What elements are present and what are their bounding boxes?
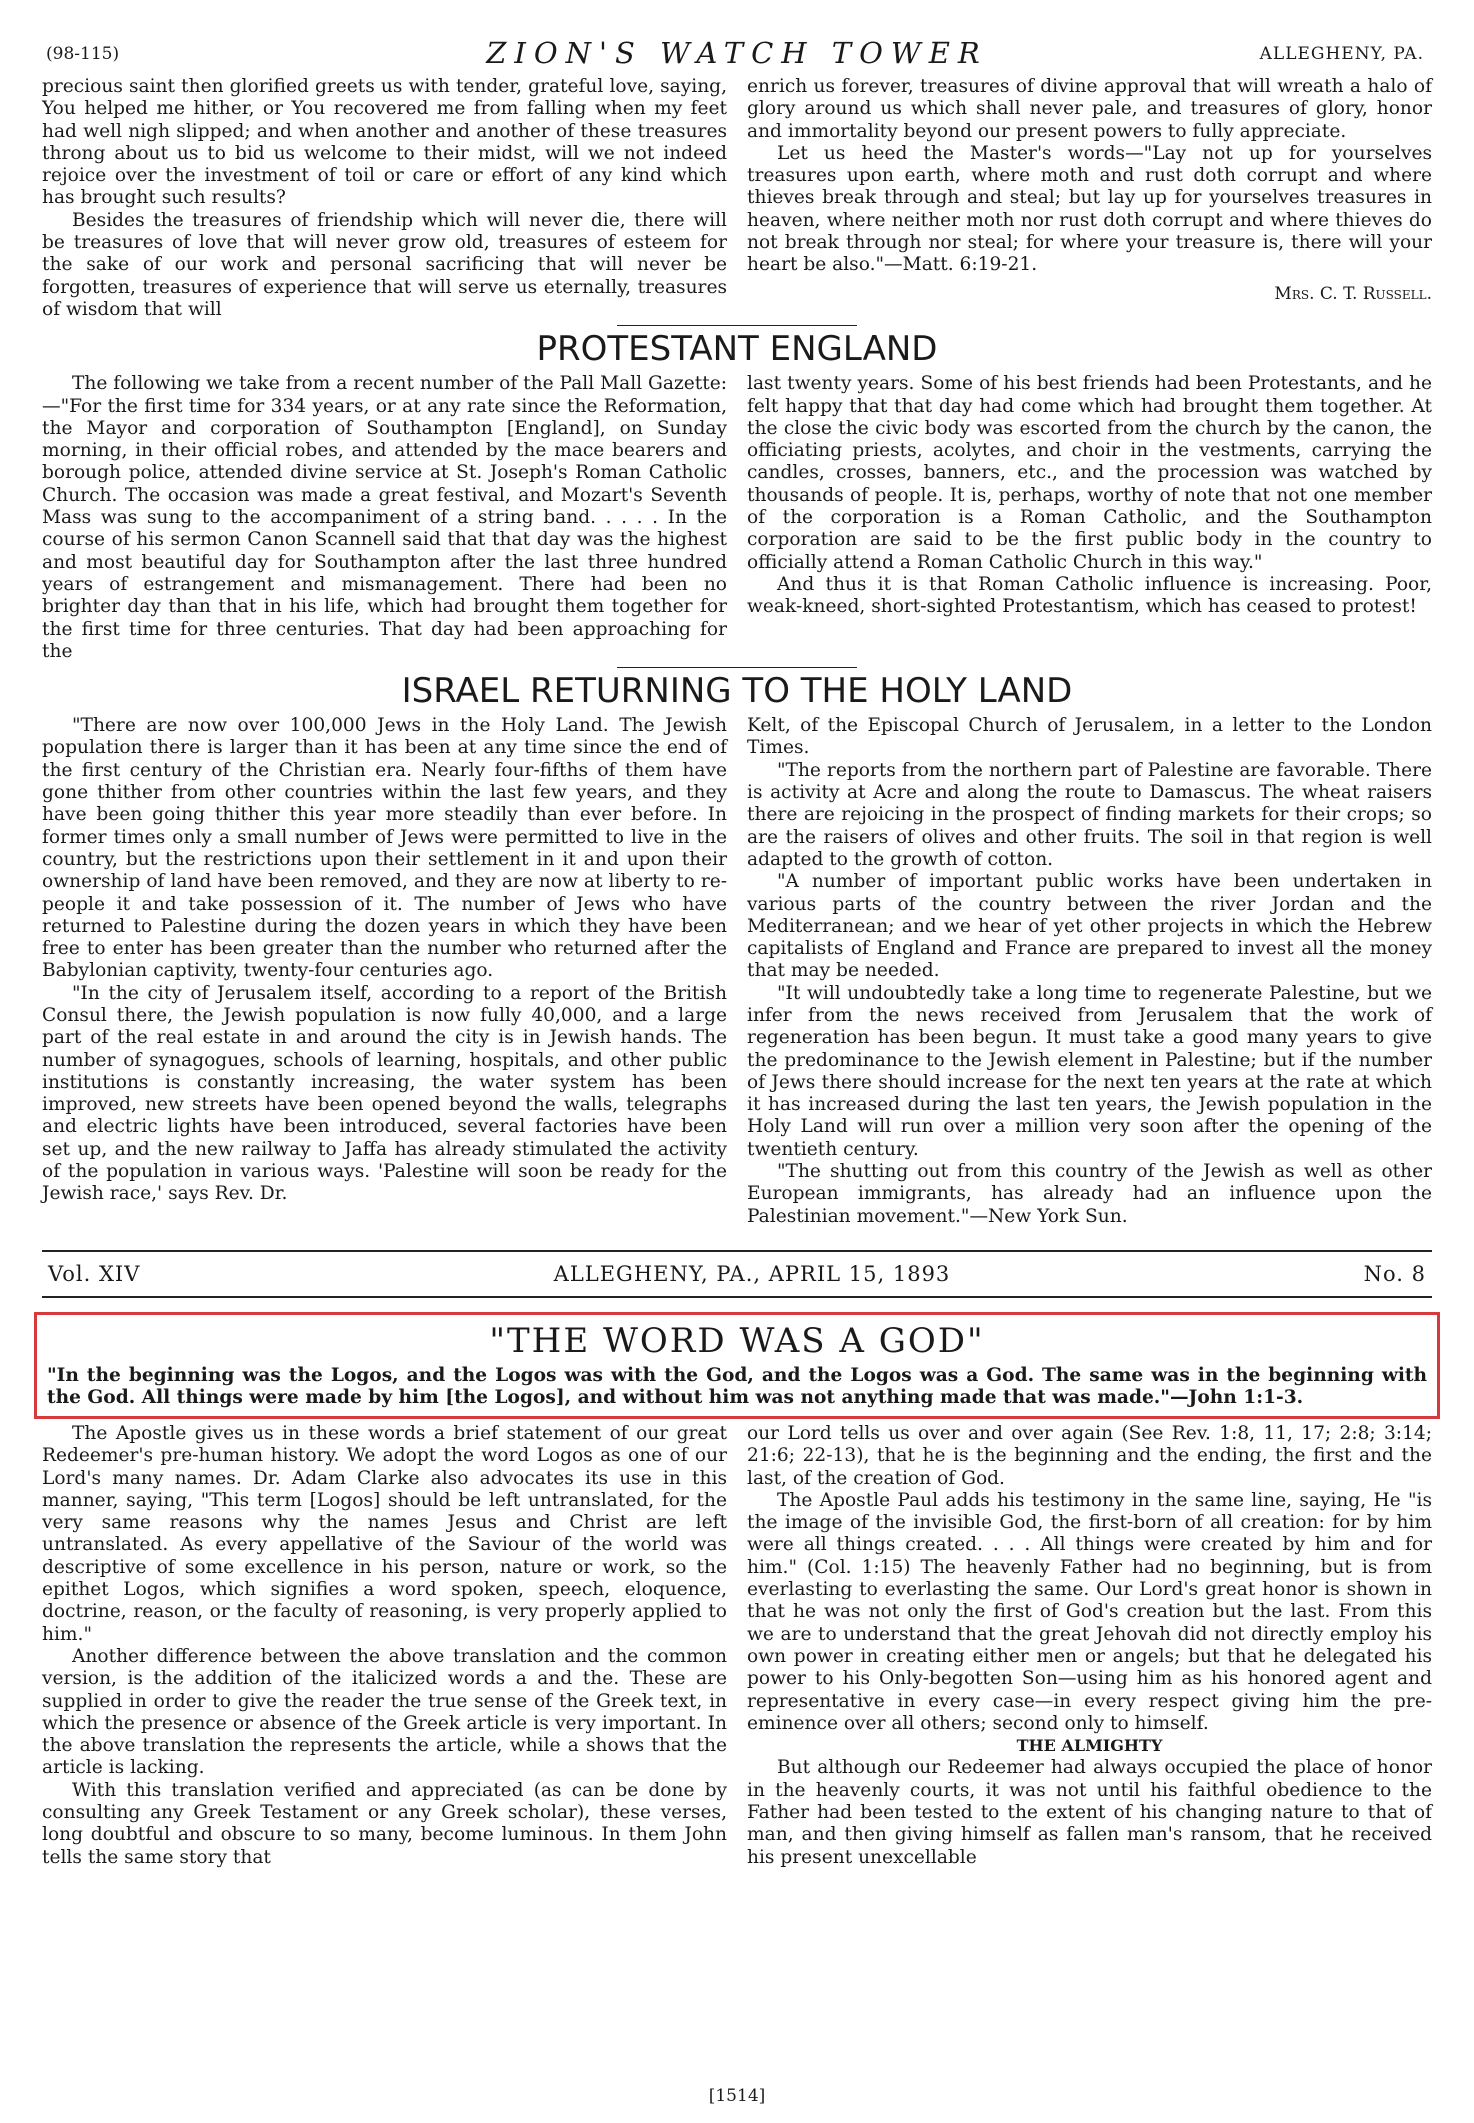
newspaper-page [42,36,1432,2106]
author-signature: Mrs. C. T. Russell. [1274,283,1432,304]
word-was-a-god-section [42,1423,1432,1869]
paragraph: enrich us forever, treasures of divine approval that will wreath a halo of glory around us which shall never pale, and treasures of glory, honor and immortality beyond our present powers to fully appreciate. [747,76,1432,142]
right-column [747,373,1432,663]
paragraph: Another difference between the above translation and the common version, is the addition of the italicized words a and the. These are supplied in order to give the reader the true sense of the Greek text, in which the presence or absence of the Greek article is very important. In the above translation the represents the article, while a shows that the article is lacking. [42,1645,727,1779]
article-heading: ISRAEL RETURNING TO THE HOLY LAND [42,671,1432,711]
issue-number: No. 8 [1363,1261,1426,1286]
section-subheading: THE ALMIGHTY [1016,1736,1163,1756]
article-heading: PROTESTANT ENGLAND [42,329,1432,369]
continuation-section [42,76,1432,321]
paragraph: "The shutting out from this country of the Jewish as well as other European immigrants, has already had an influence upon the Palestinian movement."—New York Sun. [747,1161,1432,1227]
highlighted-article-header [34,1312,1440,1419]
paragraph: And thus it is that Roman Catholic influence is increasing. Poor, weak-kneed, short-sighted Protestantism, which has ceased to protest! [747,573,1432,618]
paragraph: But although our Redeemer had always occupied the place of honor in the heavenly courts, it was not until his faithful obedience to the Father had been tested to the extent of his changing nature to that of man, and then giving himself as fallen man's ransom, that he received his present unexcellable [747,1757,1432,1868]
paragraph: The Apostle Paul adds his testimony in the same line, saying, He "is the image of the invisible God, the first-born of all creation: for by him were all things created. . . . All things were created by him and for him." (Col. 1:15) The heavenly Father had no beginning, but is from everlasting to everlasting the same. Our Lord's great honor is shown in that he was not only the first of God's creation but the last. From this we are to understand that the great Jehovah did not directly employ his own power in creating either men or angels; but that he delegated his power to his Only-begotten Son—using him as his honored agent and representative in every case—in every respect giving him the pre-eminence over all others; second only to himself. [747,1489,1432,1734]
paragraph: The Apostle gives us in these words a brief statement of our great Redeemer's pre-human history. We adopt the word Logos as one of our Lord's many names. Dr. Adam Clarke also advocates its use in this manner, saying, "This term [Logos] should be left untranslated, for the very same reasons why the names Jesus and Christ are left untranslated. As every appellative of the Saviour of the world was descriptive of some excellence in his person, nature or work, so the epithet Logos, which signifies a word spoken, speech, eloquence, doctrine, reason, or the faculty of reasoning, is very properly applied to him." [42,1422,727,1645]
issue-masthead [42,1250,1432,1298]
paragraph: The following we take from a recent number of the Pall Mall Gazette:—"For the first time for 334 years, or at any rate since the Reformation, the Mayor and corporation of Southampton [England], on Sunday morning, in their official robes, and attended by the mace bearers and borough police, attended divine service at St. Joseph's Roman Catholic Church. The occasion was made a great festival, and Mozart's Seventh Mass was sung to the accompaniment of a string band. . . . . In the course of his sermon Canon Scannell said that that day was the highest and most beautiful day for Southampton after the last three hundred years of estrangement and mismanagement. There had been no brighter day than that in his life, which had brought them together for the first time for three centuries. That day had been approaching for the [42,373,727,662]
paragraph: "In the city of Jerusalem itself, according to a report of the British Consul there, the Jewish population is now fully 40,000, and a large part of the real estate in and around the city is in Jewish hands. The number of synagogues, schools of learning, hospitals, and other public institutions is constantly increasing, the water system has been improved, new streets have been opened beyond the walls, telegraphs and electric lights have been introduced, several factories have been set up, and the new railway to Jaffa has already stimulated the activity of the population in various ways. 'Palestine will soon be ready for the Jewish race,' says Rev. Dr. [42,982,727,1205]
running-head [42,36,1432,76]
issue-date: ALLEGHENY, PA., APRIL 15, 1893 [553,1261,951,1286]
page-range: (98-115) [46,44,120,64]
paragraph: With this translation verified and appreciated (as can be done by consulting any Greek Testament or any Greek scholar), these verses, long doubtful and obscure to so many, become luminous. In them John tells the same story that [42,1779,727,1868]
israel-section [42,715,1432,1228]
paragraph: "The reports from the northern part of Palestine are favorable. There is activity at Acre and along the route to Damascus. The wheat raisers there are rejoicing in the prospect of finding markets for their crops; so are the raisers of olives and other fruits. The soil in that region is well adapted to the growth of cotton. [747,759,1432,870]
place-of-publication: ALLEGHENY, PA. [1259,44,1424,64]
paragraph: "There are now over 100,000 Jews in the Holy Land. The Jewish population there is larger than it has been at any time since the end of the first century of the Christian era. Nearly four-fifths of them have gone thither from other countries within the last few years, and they have been going thither this year more steadily than ever before. In former times only a small number of Jews were permitted to live in the country, but the restrictions upon their settlement in it and upon their ownership of land have been removed, and they are now at liberty to re-people it and take possession of it. The number of Jews who have returned to Palestine during the dozen years in which they have been free to enter has been greater than the number who returned after the Babylonian captivity, twenty-four centuries ago. [42,715,727,982]
volume-number: Vol. XIV [48,1261,141,1286]
scripture-epigraph: "In the beginning was the Logos, and the Logos was with the God, and the Logos was a God. The same was in the beginning with the God. All things were made by him [the Logos], and without him was not anything made that was made."—John 1:1-3. [47,1364,1427,1409]
paragraph: Let us heed the Master's words—"Lay not up for yourselves treasures upon earth, where moth and rust doth corrupt and where thieves break through and steal; but lay up for yourselves treasures in heaven, where neither moth nor rust doth corrupt and where thieves do not break through nor steal; for where your treasure is, there will your heart be also."—Matt. 6:19-21. [747,142,1432,276]
left-column [42,1423,727,1869]
paragraph: Kelt, of the Episcopal Church of Jerusalem, in a letter to the London Times. [747,715,1432,759]
paragraph: precious saint then glorified greets us with tender, grateful love, saying, You helped me hither, or You recovered me from falling when my feet had well nigh slipped; and when another and another of these treasures throng about us to bid us welcome to their midst, will we not indeed rejoice over the investment of toil or care or effort of any kind which has brought such results? [42,76,727,209]
paragraph: last twenty years. Some of his best friends had been Protestants, and he felt happy that that day had come which had brought them together. At the close the civic body was escorted from the church by the canon, the officiating priests, acolytes, and choir in the vestments, carrying the candles, crosses, banners, etc., and the procession was watched by thousands of people. It is, perhaps, worthy of note that not one member of the corporation is a Roman Catholic, and the Southampton corporation are said to be the first public body in the country to officially attend a Roman Catholic Church in this way." [747,373,1432,573]
right-column [747,715,1432,1228]
left-column [42,715,727,1228]
paragraph: "It will undoubtedly take a long time to regenerate Palestine, but we infer from the news received from Jerusalem that the work of regeneration has been begun. It must take a good many years to give the predominance to the Jewish element in Palestine; but if the number of Jews there should increase for the next ten years at the rate at which it has increased during the last ten years, the Jewish population in the Holy Land will run over a million very soon after the opening of the twentieth century. [747,982,1432,1160]
protestant-england-section [42,373,1432,663]
paragraph: "A number of important public works have been undertaken in various parts of the country between the river Jordan and the Mediterranean; and we hear of yet other projects in which the Hebrew capitalists of England and France are prepared to invest all the money that may be needed. [747,871,1432,982]
paragraph: Besides the treasures of friendship which will never die, there will be treasures of love that will never grow old, treasures of esteem for the sake of our work and personal sacrificing that will never be forgotten, treasures of experience that will serve us eternally, treasures of wisdom that will [42,209,727,320]
right-column [747,76,1432,321]
page-number: [1514] [708,2086,766,2106]
article-title: "THE WORD WAS A GOD" [489,1320,985,1361]
paragraph: our Lord tells us over and over again (See Rev. 1:8, 11, 17; 2:8; 3:14; 21:6; 22-13), that he is the beginning and the ending, the first and the last, of the creation of God. [747,1422,1432,1489]
left-column [42,76,727,321]
right-column [747,1423,1432,1869]
journal-title: ZION'S WATCH TOWER [486,36,988,70]
left-column [42,373,727,663]
